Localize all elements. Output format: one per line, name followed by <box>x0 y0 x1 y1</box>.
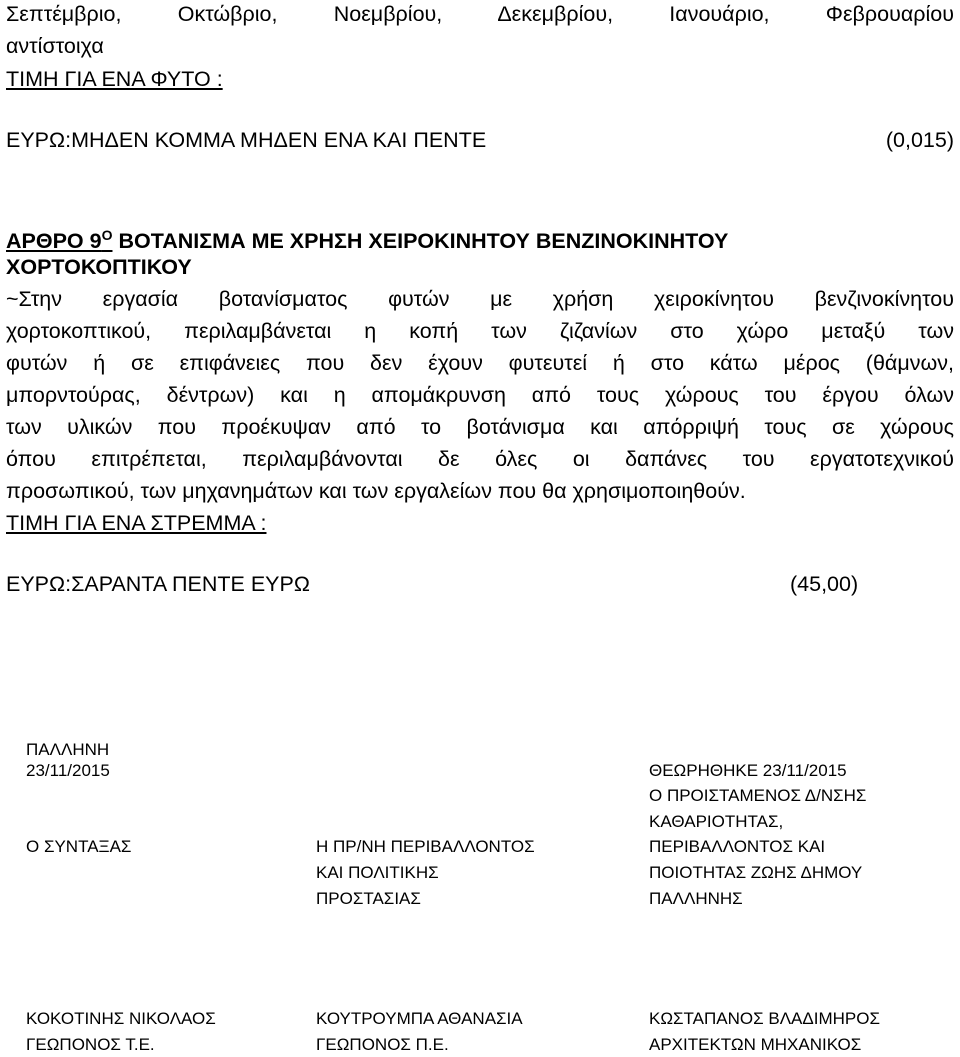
col3-title: ΑΡΧΙΤΕΚΤΩΝ ΜΗΧΑΝΙΚΟΣ <box>649 1035 862 1054</box>
date-text: 23/11/2015 <box>26 761 110 780</box>
col2-role-1: Η ΠΡ/ΝΗ ΠΕΡΙΒΑΛΛΟΝΤΟΣ <box>316 837 535 856</box>
col3-role-5: ΠΑΛΛΗΝΗΣ <box>649 889 743 908</box>
col3-role-3: ΠΕΡΙΒΑΛΛΟΝΤΟΣ ΚΑΙ <box>649 837 826 856</box>
body-line-7: προσωπικού, των μηχανημάτων και των εργαλείων που θα χρησιμοποιηθούν. <box>6 479 746 503</box>
price-label-plant: ΤΙΜΗ ΓΙΑ ΕΝΑ ΦΥΤΟ : <box>6 67 223 91</box>
body-line-1: ~Στην εργασία βοτανίσματος φυτών με χρήση χειροκίνητου βενζινοκίνητου <box>6 287 954 311</box>
body-line-4: μπορντούρας, δέντρων) και η απομάκρυνση από τους χώρους του έργου όλων <box>6 383 954 407</box>
col2-name: ΚΟΥΤΡΟΥΜΠΑ ΑΘΑΝΑΣΙΑ <box>316 1009 523 1028</box>
col1-name: ΚΟΚΟΤΙΝΗΣ ΝΙΚΟΛΑΟΣ <box>26 1009 216 1028</box>
months-line: Σεπτέμβριο, Οκτώβριο, Νοεμβρίου, Δεκεμβρίου, Ιανουάριο, Φεβρουαρίου <box>6 2 954 26</box>
col1-title: ΓΕΩΠΟΝΟΣ Τ.Ε. <box>26 1035 155 1054</box>
price-words-plant: ΕΥΡΩ:ΜΗΔΕΝ ΚΟΜΜΑ ΜΗΔΕΝ ΕΝΑ ΚΑΙ ΠΕΝΤΕ <box>6 128 487 152</box>
col2-role-3: ΠΡΟΣΤΑΣΙΑΣ <box>316 889 421 908</box>
col2-role-2: ΚΑΙ ΠΟΛΙΤΙΚΗΣ <box>316 863 439 882</box>
col3-role-4: ΠΟΙΟΤΗΤΑΣ ΖΩΗΣ ΔΗΜΟΥ <box>649 863 863 882</box>
article-title: ΑΡΘΡΟ $9^O$ ΒΟΤΑΝΙΣΜΑ ΜΕ ΧΡΗΣΗ ΧΕΙΡΟΚΙΝΗΤΟΥ ΒΕΝΖΙΝΟΚΙΝΗΤΟΥ <box>6 227 729 254</box>
approved-text: ΘΕΩΡΗΘΗΚΕ 23/11/2015 <box>649 761 847 780</box>
col3-role-2: ΚΑΘΑΡΙΟΤΗΤΑΣ, <box>649 812 784 831</box>
respectively-text: αντίστοιχα <box>6 34 104 58</box>
price-number-acre: (45,00) <box>790 572 859 596</box>
body-line-5: των υλικών που προέκυψαν από το βοτάνισμα και απόρριψή τους σε χώρους <box>6 415 954 439</box>
col2-title: ΓΕΩΠΟΝΟΣ Π.Ε. <box>316 1035 449 1054</box>
price-words-acre: ΕΥΡΩ:ΣΑΡΑΝΤΑ ΠΕΝΤΕ ΕΥΡΩ <box>6 572 310 596</box>
col1-role: Ο ΣΥΝΤΑΞΑΣ <box>26 837 132 856</box>
col3-name: ΚΩΣΤΑΠΑΝΟΣ ΒΛΑΔΙΜΗΡΟΣ <box>649 1009 880 1028</box>
price-label-acre: ΤΙΜΗ ΓΙΑ ΕΝΑ ΣΤΡΕΜΜΑ : <box>6 511 267 535</box>
body-line-6: όπου επιτρέπεται, περιλαμβάνονται δε όλες οι δαπάνες του εργατοτεχνικού <box>6 447 954 471</box>
article-number: ΑΡΘΡΟ $9^O$ <box>6 227 113 254</box>
article-title-line2: ΧΟΡΤΟΚΟΠΤΙΚΟΥ <box>6 255 192 279</box>
place-text: ΠΑΛΛΗΝΗ <box>26 740 110 759</box>
body-line-3: φυτών ή σε επιφάνειες που δεν έχουν φυτευτεί ή στο κάτω μέρος (θάμνων, <box>6 351 954 375</box>
price-number-plant: (0,015) <box>885 128 954 152</box>
body-line-2: χορτοκοπτικού, περιλαμβάνεται η κοπή των ζιζανίων στο χώρο μεταξύ των <box>6 319 954 343</box>
col3-role-1: Ο ΠΡΟΙΣΤΑΜΕΝΟΣ Δ/ΝΣΗΣ <box>649 786 867 805</box>
